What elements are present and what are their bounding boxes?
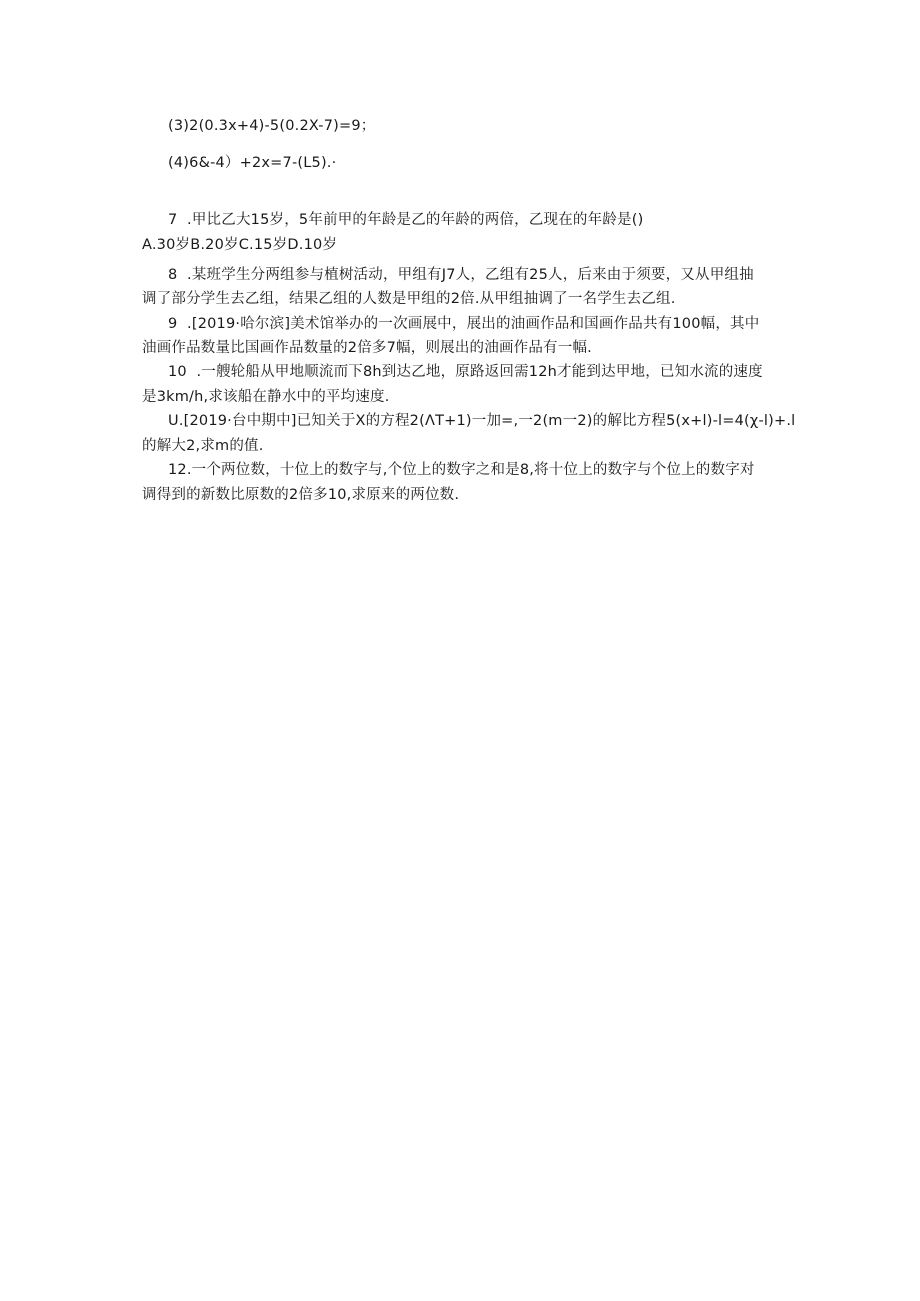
equation-3: (3)2(0.3x+4)-5(0.2X-7)=9； [168, 118, 376, 134]
question-12-line-1: 12.一个两位数，十位上的数字与,个位上的数字之和是8,将十位上的数字与个位上的数字对 [168, 462, 755, 478]
question-11-line-1: U.[2019·台中期中]已知关于X的方程2(ΛT+1)一加=,一2(m一2)的解比方程5(x+l)-l=4(χ-l)+.l [168, 413, 796, 429]
question-12-line-2: 调得到的新数比原数的2倍多10,求原来的两位数. [142, 487, 460, 503]
question-10-line-2: 是3km/h,求该船在静水中的平均速度. [142, 389, 390, 405]
question-9-line-2: 油画作品数量比国画作品数量的2倍多7幅，则展出的油画作品有一幅. [142, 340, 592, 356]
question-8-line-2: 调了部分学生去乙组，结果乙组的人数是甲组的2倍.从甲组抽调了一名学生去乙组. [142, 291, 676, 307]
question-9-line-1: 9 .[2019·哈尔滨]美术馆举办的一次画展中，展出的油画作品和国画作品共有100幅，其中 [168, 316, 760, 332]
question-7-options: A.30岁B.20岁C.15岁D.10岁 [142, 237, 338, 253]
question-11-line-2: 的解大2,求m的值. [142, 438, 264, 454]
question-8-line-1: 8 .某班学生分两组参与植树活动，甲组有J7人，乙组有25人，后来由于须要，又从甲组抽 [168, 267, 754, 283]
equation-4: (4)6&-4）+2x=7-(L5).· [168, 155, 337, 171]
question-10-line-1: 10 .一艘轮船从甲地顺流而下8h到达乙地，原路返回需12h才能到达甲地，已知水流的速度 [168, 364, 763, 380]
question-7-text: 7 .甲比乙大15岁，5年前甲的年龄是乙的年龄的两倍，乙现在的年龄是() [168, 212, 644, 228]
